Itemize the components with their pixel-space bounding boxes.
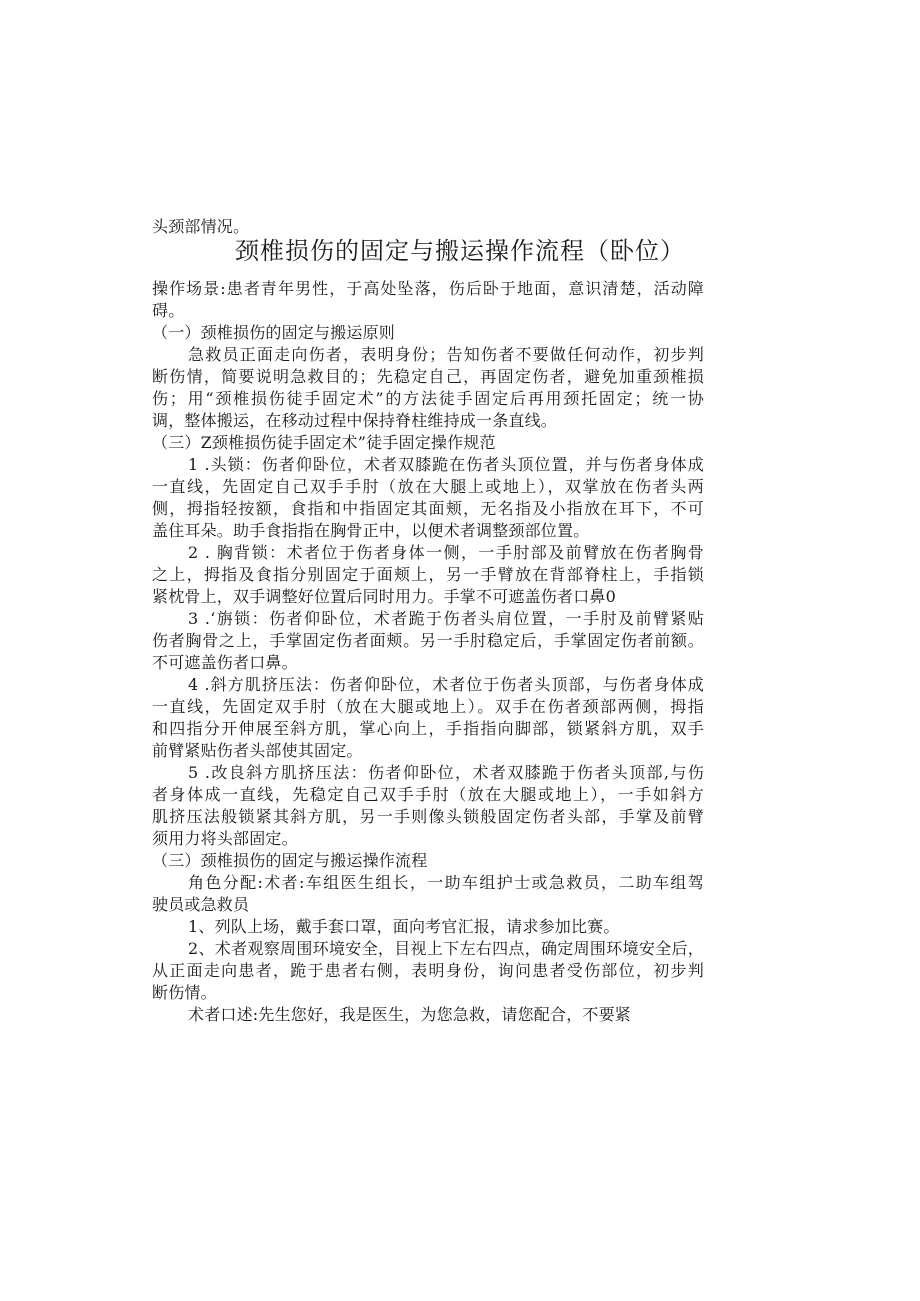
scene-paragraph-line: 碍。	[152, 301, 185, 320]
step-paragraph-line: 2 . 胸背锁：术者位于伤者身体一侧，一手肘部及前臂放在伤者胸骨	[188, 543, 704, 562]
procedure-paragraph-line: 2、术者观察周围环境安全，目视上下左右四点，确定周围环境安全后，	[188, 939, 704, 958]
step-paragraph-line: 4 .斜方肌挤压法：伤者仰卧位，术者位于伤者头顶部，与伤者身体成	[188, 675, 704, 694]
section-heading: （三）Z颈椎损伤徒手固定术”徒手固定操作规范	[152, 433, 496, 452]
section-heading: （一）颈椎损伤的固定与搬运原则	[152, 323, 396, 342]
step-paragraph-line: 紧枕骨上，双手调整好位置后同时用力。手掌不可遮盖伤者口鼻0	[152, 587, 616, 606]
step-paragraph-line: 不可遮盖伤者口鼻。	[152, 653, 298, 672]
scene-paragraph-line: 操作场景:患者青年男性，于高处坠落，伤后卧于地面，意识清楚，活动障	[152, 279, 704, 298]
principle-paragraph-line: 调，整体搬运，在移动过程中保持脊柱维持成一条直线。	[152, 411, 558, 430]
principle-paragraph-line: 断伤情，简要说明急救目的；先稳定自己，再固定伤者，避免加重颈椎损	[152, 367, 704, 386]
step-paragraph-line: 5 .改良斜方肌挤压法：伤者仰卧位，术者双膝跪于伤者头顶部,与伤	[188, 763, 704, 782]
step-paragraph-line: 伤者胸骨之上，手掌固定伤者面颊。另一手肘稳定后，手掌固定伤者前额。	[152, 631, 704, 650]
step-paragraph-line: 之上，拇指及食指分别固定于面颊上，另一手臂放在背部脊柱上，手指锁	[152, 565, 704, 584]
role-paragraph-line: 驶员或急救员	[152, 895, 250, 914]
step-paragraph-line: 1 .头锁：伤者仰卧位，术者双膝跪在伤者头顶位置，并与伤者身体成	[188, 455, 704, 474]
section-heading: （三）颈椎损伤的固定与搬运操作流程	[152, 851, 428, 870]
procedure-paragraph-line: 从正面走向患者，跪于患者右侧，表明身份，询问患者受伤部位，初步判	[152, 961, 704, 980]
procedure-paragraph-line: 术者口述:先生您好，我是医生，为您急救，请您配合，不要紧	[188, 1005, 631, 1024]
step-paragraph-line: 须用力将头部固定。	[152, 829, 298, 848]
principle-paragraph-line: 急救员正面走向伤者，表明身份；告知伤者不要做任何动作，初步判	[188, 345, 704, 364]
step-paragraph-line: 肌挤压法般锁紧其斜方肌，另一手则像头锁般固定伤者头部，手掌及前臂	[152, 807, 704, 826]
step-paragraph-line: 3 .‘旃锁：伤者仰卧位，术者跪于伤者头肩位置，一手肘及前臂紧贴	[188, 609, 704, 628]
step-paragraph-line: 和四指分开伸展至斜方肌，掌心向上，手指指向脚部，锁紧斜方肌，双手	[152, 719, 704, 738]
procedure-paragraph-line: 1、列队上场，戴手套口罩，面向考官汇报，请求参加比赛。	[188, 917, 620, 936]
page-title: 颈椎损伤的固定与搬运操作流程（卧位）	[235, 237, 685, 265]
step-paragraph-line: 一直线，先固定自己双手手肘（放在大腿上或地上），双掌放在伤者头两	[152, 477, 704, 496]
step-paragraph-line: 一直线，先固定双手肘（放在大腿或地上）。双手在伤者颈部两侧，拇指	[152, 697, 704, 716]
principle-paragraph-line: 伤；用“颈椎损伤徒手固定术”的方法徒手固定后再用颈托固定；统一协	[152, 389, 704, 408]
step-paragraph-line: 侧，拇指轻按额，食指和中指固定其面颊，无名指及小指放在耳下，不可	[152, 499, 704, 518]
procedure-paragraph-line: 断伤情。	[152, 983, 217, 1002]
step-paragraph-line: 前臂紧贴伤者头部使其固定。	[152, 741, 363, 760]
step-paragraph-line: 者身体成一直线，先稳定自己双手手肘（放在大腿或地上），一手如斜方	[152, 785, 704, 804]
step-paragraph-line: 盖住耳朵。助手食指指在胸骨正中，以便术者调整颈部位置。	[152, 521, 590, 540]
continuation-text: 头颈部情况。	[152, 217, 250, 236]
role-paragraph-line: 角色分配:术者:车组医生组长，一助车组护士或急救员，二助车组驾	[188, 873, 704, 892]
